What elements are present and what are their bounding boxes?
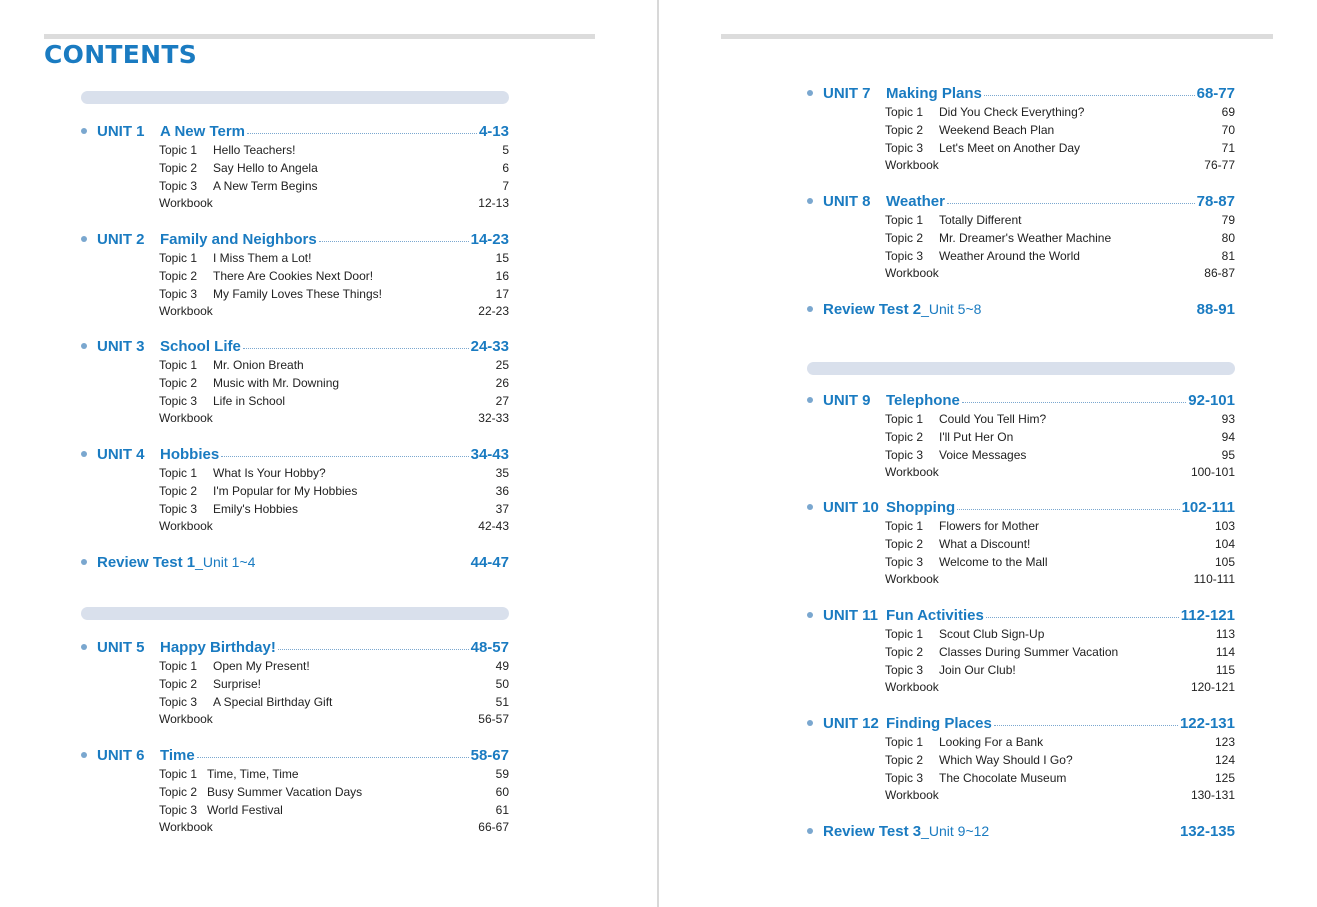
topic-page: 120-121 bbox=[1190, 680, 1235, 695]
bullet-icon bbox=[807, 828, 813, 834]
topic-label: Topic 3 bbox=[159, 178, 198, 193]
topic-page: 81 bbox=[1221, 248, 1235, 263]
review-units: _Unit 1~4 bbox=[195, 553, 256, 570]
topic-page: 6 bbox=[502, 160, 509, 175]
topic-page: 22-23 bbox=[478, 304, 509, 319]
dot-leader bbox=[986, 617, 1179, 618]
unit-page-range: 78-87 bbox=[1196, 192, 1235, 210]
topic-title: Let's Meet on Another Day bbox=[939, 140, 1081, 155]
topic-label: Workbook bbox=[159, 196, 213, 211]
topic-entry[interactable] bbox=[885, 446, 1235, 464]
review-title bbox=[97, 554, 255, 571]
topic-entry[interactable] bbox=[885, 156, 1235, 174]
bullet-icon bbox=[807, 90, 813, 96]
topic-label: Topic 3 bbox=[159, 501, 198, 516]
topic-page: 35 bbox=[495, 466, 509, 480]
topic-title: My Family Loves These Things! bbox=[213, 286, 382, 301]
topic-label: Topic 2 bbox=[885, 122, 924, 137]
topic-title: Mr. Dreamer's Weather Machine bbox=[939, 230, 1112, 245]
topic-label: Topic 2 bbox=[159, 784, 198, 799]
unit-heading[interactable] bbox=[97, 229, 509, 249]
dot-leader bbox=[962, 402, 1186, 403]
bullet-icon bbox=[807, 198, 813, 204]
topic-title: I'm Popular for My Hobbies bbox=[213, 483, 358, 498]
topic-page: 115 bbox=[1215, 662, 1235, 677]
topic-label: Workbook bbox=[885, 680, 939, 695]
review-page-range: 44-47 bbox=[470, 553, 509, 571]
topic-entry[interactable] bbox=[885, 517, 1235, 535]
topic-page: 114 bbox=[1215, 644, 1235, 659]
topic-entry[interactable] bbox=[159, 356, 509, 374]
topic-label: Topic 1 bbox=[159, 251, 198, 265]
topic-label: Topic 2 bbox=[159, 160, 198, 175]
dot-leader bbox=[957, 509, 1179, 510]
topic-label: Topic 2 bbox=[159, 268, 198, 283]
unit-number: UNIT 4 bbox=[97, 445, 145, 463]
topic-label: Workbook bbox=[885, 266, 939, 281]
unit-entry[interactable] bbox=[807, 713, 1235, 733]
topic-entry[interactable] bbox=[159, 285, 509, 303]
topic-entry[interactable] bbox=[159, 801, 509, 819]
topic-entry[interactable] bbox=[885, 733, 1235, 751]
bullet-icon bbox=[807, 504, 813, 510]
topic-page: 26 bbox=[495, 375, 509, 390]
topic-entry[interactable] bbox=[159, 194, 509, 212]
unit-number: UNIT 12 bbox=[823, 714, 879, 732]
topic-entry[interactable] bbox=[159, 302, 509, 320]
topic-label: Topic 2 bbox=[159, 375, 198, 390]
topic-label: Topic 3 bbox=[885, 140, 924, 155]
unit-title: School Life bbox=[160, 337, 241, 355]
topic-label: Topic 1 bbox=[885, 105, 924, 119]
topic-title: I Miss Them a Lot! bbox=[213, 251, 312, 265]
topic-title: Weekend Beach Plan bbox=[939, 122, 1055, 137]
topic-entry[interactable] bbox=[159, 482, 509, 500]
topic-title: Voice Messages bbox=[939, 447, 1027, 462]
topic-page: 70 bbox=[1221, 122, 1235, 137]
topic-label: Topic 2 bbox=[159, 483, 198, 498]
unit-page-range: 34-43 bbox=[470, 445, 509, 463]
topic-page: 60 bbox=[495, 784, 509, 799]
topic-entry[interactable] bbox=[159, 177, 509, 195]
unit-heading[interactable] bbox=[97, 745, 509, 765]
topic-title: Say Hello to Angela bbox=[213, 160, 318, 175]
dot-leader bbox=[984, 95, 1195, 96]
topic-page: 5 bbox=[502, 143, 509, 157]
topic-page: 124 bbox=[1214, 752, 1235, 767]
topic-entry[interactable] bbox=[159, 267, 509, 285]
topic-entry[interactable] bbox=[885, 535, 1235, 553]
topic-page: 76-77 bbox=[1204, 158, 1235, 173]
dot-leader bbox=[278, 649, 469, 650]
topic-page: 93 bbox=[1221, 412, 1235, 426]
topic-entry[interactable] bbox=[159, 693, 509, 711]
topic-entry[interactable] bbox=[885, 553, 1235, 571]
topic-label: Topic 3 bbox=[159, 802, 198, 817]
topic-title: Which Way Should I Go? bbox=[939, 752, 1073, 767]
unit-number: UNIT 11 bbox=[823, 606, 879, 624]
review-page-range: 88-91 bbox=[1196, 300, 1235, 318]
unit-page-range: 58-67 bbox=[470, 746, 509, 764]
topic-page: 69 bbox=[1221, 105, 1235, 119]
topic-label: Topic 3 bbox=[885, 447, 924, 462]
topic-page: 125 bbox=[1214, 770, 1235, 785]
topic-title: Hello Teachers! bbox=[213, 143, 296, 157]
unit-entry[interactable] bbox=[81, 121, 509, 141]
topic-label: Topic 1 bbox=[159, 358, 198, 372]
topic-page: 103 bbox=[1214, 519, 1235, 533]
topic-page: 36 bbox=[495, 483, 509, 498]
topic-label: Topic 2 bbox=[885, 752, 924, 767]
unit-number: UNIT 10 bbox=[823, 498, 879, 516]
topic-title: There Are Cookies Next Door! bbox=[213, 268, 374, 283]
topic-page: 17 bbox=[495, 286, 509, 301]
topic-label: Workbook bbox=[885, 572, 939, 587]
topic-entry[interactable] bbox=[159, 249, 509, 267]
topic-page: 7 bbox=[502, 178, 509, 193]
unit-title: Finding Places bbox=[886, 714, 992, 732]
topic-label: Workbook bbox=[159, 820, 213, 835]
topic-title: Busy Summer Vacation Days bbox=[207, 784, 363, 799]
topic-title: Music with Mr. Downing bbox=[213, 375, 340, 390]
unit-title: Making Plans bbox=[886, 84, 982, 102]
topic-label: Topic 2 bbox=[885, 644, 924, 659]
review-heading[interactable] bbox=[97, 552, 509, 572]
section-header-bar bbox=[81, 91, 509, 104]
topic-page: 104 bbox=[1214, 536, 1235, 551]
page-gutter-divider bbox=[657, 0, 659, 907]
topic-label: Topic 1 bbox=[885, 213, 924, 227]
topic-title: What Is Your Hobby? bbox=[213, 466, 326, 480]
topic-page: 123 bbox=[1214, 735, 1235, 749]
topic-label: Topic 2 bbox=[885, 536, 924, 551]
topic-title: Time, Time, Time bbox=[207, 767, 299, 781]
topic-page: 80 bbox=[1221, 230, 1235, 245]
unit-heading[interactable] bbox=[97, 637, 509, 657]
topic-label: Topic 3 bbox=[885, 248, 924, 263]
topic-page: 25 bbox=[495, 358, 509, 372]
bullet-icon bbox=[81, 236, 87, 242]
unit-title: Shopping bbox=[886, 498, 956, 516]
topic-label: Topic 3 bbox=[885, 770, 924, 785]
bullet-icon bbox=[81, 644, 87, 650]
unit-page-range: 102-111 bbox=[1181, 498, 1235, 516]
unit-number: UNIT 9 bbox=[823, 391, 871, 409]
topic-label: Topic 1 bbox=[159, 767, 198, 781]
topic-entry[interactable] bbox=[159, 374, 509, 392]
topic-title: Could You Tell Him? bbox=[939, 412, 1047, 426]
topic-label: Topic 3 bbox=[885, 662, 924, 677]
topic-page: 37 bbox=[495, 501, 509, 516]
topic-page: 86-87 bbox=[1204, 266, 1235, 281]
topic-entry[interactable] bbox=[885, 786, 1235, 804]
topic-page: 94 bbox=[1221, 429, 1235, 444]
topic-title: Surprise! bbox=[213, 676, 262, 691]
topic-entry[interactable] bbox=[885, 643, 1235, 661]
review-page-range: 132-135 bbox=[1179, 822, 1235, 840]
review-label: Review Test 1 bbox=[97, 553, 196, 571]
dot-leader bbox=[197, 757, 469, 758]
unit-entry[interactable] bbox=[81, 745, 509, 765]
unit-page-range: 14-23 bbox=[470, 230, 509, 248]
topic-entry[interactable] bbox=[159, 783, 509, 801]
topic-entry[interactable] bbox=[159, 392, 509, 410]
unit-number: UNIT 2 bbox=[97, 230, 145, 248]
topic-label: Workbook bbox=[159, 304, 213, 319]
topic-entry[interactable] bbox=[885, 661, 1235, 679]
topic-page: 105 bbox=[1214, 554, 1235, 569]
unit-page-range: 4-13 bbox=[478, 122, 509, 140]
unit-entry[interactable] bbox=[81, 444, 509, 464]
review-heading[interactable] bbox=[823, 299, 1235, 319]
topic-title: Weather Around the World bbox=[939, 248, 1080, 263]
topic-title: Welcome to the Mall bbox=[939, 554, 1048, 569]
dot-leader bbox=[319, 241, 469, 242]
section-header-bar bbox=[807, 362, 1235, 375]
unit-number: UNIT 7 bbox=[823, 84, 871, 102]
dot-leader bbox=[947, 203, 1195, 204]
topic-entry[interactable] bbox=[885, 463, 1235, 481]
topic-page: 66-67 bbox=[478, 820, 509, 835]
topic-label: Topic 1 bbox=[159, 143, 198, 157]
topic-entry[interactable] bbox=[885, 103, 1235, 121]
left-page-top-rule bbox=[44, 34, 595, 39]
unit-number: UNIT 3 bbox=[97, 337, 145, 355]
unit-page-range: 24-33 bbox=[470, 337, 509, 355]
topic-entry[interactable] bbox=[159, 818, 509, 836]
topic-page: 49 bbox=[495, 659, 509, 673]
topic-entry[interactable] bbox=[159, 657, 509, 675]
unit-title: A New Term bbox=[160, 122, 246, 140]
topic-title: I'll Put Her On bbox=[939, 429, 1014, 444]
bullet-icon bbox=[81, 343, 87, 349]
topic-title: World Festival bbox=[207, 802, 283, 817]
topic-page: 110-111 bbox=[1193, 572, 1235, 587]
topic-label: Topic 2 bbox=[885, 230, 924, 245]
topic-entry[interactable] bbox=[885, 211, 1235, 229]
topic-title: Did You Check Everything? bbox=[939, 105, 1085, 119]
topic-entry[interactable] bbox=[885, 247, 1235, 265]
right-page-top-rule bbox=[721, 34, 1273, 39]
topic-title: Classes During Summer Vacation bbox=[939, 644, 1119, 659]
topic-title: Flowers for Mother bbox=[939, 519, 1040, 533]
bullet-icon bbox=[807, 397, 813, 403]
topic-label: Topic 3 bbox=[159, 694, 198, 709]
unit-heading[interactable] bbox=[823, 713, 1235, 733]
topic-entry[interactable] bbox=[885, 410, 1235, 428]
topic-label: Workbook bbox=[885, 158, 939, 173]
topic-page: 42-43 bbox=[478, 519, 509, 534]
unit-entry[interactable] bbox=[807, 497, 1235, 517]
topic-entry[interactable] bbox=[885, 678, 1235, 696]
review-title bbox=[823, 823, 989, 840]
topic-page: 100-101 bbox=[1190, 465, 1235, 480]
unit-heading[interactable] bbox=[97, 444, 509, 464]
unit-page-range: 122-131 bbox=[1179, 714, 1235, 732]
topic-page: 12-13 bbox=[478, 196, 509, 211]
topic-label: Workbook bbox=[159, 712, 213, 727]
topic-page: 79 bbox=[1221, 213, 1235, 227]
unit-number: UNIT 8 bbox=[823, 192, 871, 210]
unit-heading[interactable] bbox=[823, 83, 1235, 103]
topic-label: Topic 1 bbox=[885, 735, 924, 749]
topic-label: Topic 2 bbox=[885, 429, 924, 444]
bullet-icon bbox=[81, 451, 87, 457]
unit-title: Fun Activities bbox=[886, 606, 984, 624]
topic-label: Workbook bbox=[885, 465, 939, 480]
topic-title: What a Discount! bbox=[939, 536, 1031, 551]
unit-title: Telephone bbox=[886, 391, 960, 409]
topic-page: 51 bbox=[495, 694, 509, 709]
topic-title: Looking For a Bank bbox=[939, 735, 1044, 749]
topic-page: 27 bbox=[495, 393, 509, 408]
review-test-entry[interactable] bbox=[807, 299, 1235, 319]
topic-entry[interactable] bbox=[159, 159, 509, 177]
topic-title: A Special Birthday Gift bbox=[213, 694, 333, 709]
topic-entry[interactable] bbox=[885, 625, 1235, 643]
unit-entry[interactable] bbox=[807, 605, 1235, 625]
topic-page: 113 bbox=[1215, 627, 1235, 641]
unit-heading[interactable] bbox=[823, 390, 1235, 410]
unit-heading[interactable] bbox=[823, 605, 1235, 625]
topic-entry[interactable] bbox=[885, 121, 1235, 139]
unit-page-range: 48-57 bbox=[470, 638, 509, 656]
topic-page: 59 bbox=[495, 767, 509, 781]
dot-leader bbox=[221, 456, 468, 457]
topic-page: 61 bbox=[495, 802, 509, 817]
unit-title: Weather bbox=[886, 192, 945, 210]
topic-page: 32-33 bbox=[478, 411, 509, 426]
topic-entry[interactable] bbox=[159, 517, 509, 535]
section-header-bar bbox=[81, 607, 509, 620]
unit-entry[interactable] bbox=[81, 229, 509, 249]
topic-label: Topic 1 bbox=[885, 627, 924, 641]
topic-title: Mr. Onion Breath bbox=[213, 358, 304, 372]
unit-heading[interactable] bbox=[823, 497, 1235, 517]
bullet-icon bbox=[81, 128, 87, 134]
unit-heading[interactable] bbox=[97, 336, 509, 356]
unit-title: Family and Neighbors bbox=[160, 230, 317, 248]
review-test-entry[interactable] bbox=[81, 552, 509, 572]
bullet-icon bbox=[81, 559, 87, 565]
review-test-entry[interactable] bbox=[807, 821, 1235, 841]
topic-entry[interactable] bbox=[159, 710, 509, 728]
bullet-icon bbox=[807, 612, 813, 618]
topic-title: The Chocolate Museum bbox=[939, 770, 1067, 785]
review-label: Review Test 2 bbox=[823, 300, 922, 318]
topic-entry[interactable] bbox=[159, 675, 509, 693]
topic-entry[interactable] bbox=[885, 428, 1235, 446]
topic-label: Topic 2 bbox=[159, 676, 198, 691]
review-units: _Unit 5~8 bbox=[921, 300, 982, 317]
topic-page: 50 bbox=[495, 676, 509, 691]
topic-label: Workbook bbox=[159, 519, 213, 534]
topic-label: Workbook bbox=[159, 411, 213, 426]
topic-page: 15 bbox=[495, 251, 509, 265]
review-title bbox=[823, 301, 981, 318]
topic-label: Topic 1 bbox=[159, 659, 198, 673]
unit-number: UNIT 6 bbox=[97, 746, 145, 764]
unit-page-range: 68-77 bbox=[1196, 84, 1235, 102]
unit-number: UNIT 1 bbox=[97, 122, 145, 140]
review-units: _Unit 9~12 bbox=[921, 822, 990, 839]
topic-entry[interactable] bbox=[885, 769, 1235, 787]
unit-title: Hobbies bbox=[160, 445, 220, 463]
dot-leader bbox=[247, 133, 477, 134]
topic-title: Scout Club Sign-Up bbox=[939, 627, 1045, 641]
topic-page: 56-57 bbox=[478, 712, 509, 727]
unit-entry[interactable] bbox=[807, 390, 1235, 410]
unit-entry[interactable] bbox=[807, 83, 1235, 103]
topic-entry[interactable] bbox=[885, 229, 1235, 247]
unit-page-range: 112-121 bbox=[1180, 606, 1235, 624]
topic-entry[interactable] bbox=[885, 264, 1235, 282]
bullet-icon bbox=[807, 720, 813, 726]
dot-leader bbox=[243, 348, 469, 349]
page-title: CONTENTS bbox=[44, 40, 198, 69]
unit-number: UNIT 5 bbox=[97, 638, 145, 656]
topic-entry[interactable] bbox=[159, 141, 509, 159]
topic-title: Totally Different bbox=[939, 213, 1022, 227]
topic-entry[interactable] bbox=[885, 139, 1235, 157]
topic-title: A New Term Begins bbox=[213, 178, 318, 193]
topic-label: Topic 1 bbox=[885, 519, 924, 533]
review-label: Review Test 3 bbox=[823, 822, 922, 840]
topic-entry[interactable] bbox=[159, 765, 509, 783]
topic-label: Workbook bbox=[885, 788, 939, 803]
topic-label: Topic 3 bbox=[885, 554, 924, 569]
topic-page: 71 bbox=[1221, 140, 1235, 155]
unit-entry[interactable] bbox=[81, 637, 509, 657]
topic-entry[interactable] bbox=[885, 570, 1235, 588]
unit-entry[interactable] bbox=[81, 336, 509, 356]
topic-page: 130-131 bbox=[1190, 788, 1235, 803]
topic-title: Open My Present! bbox=[213, 659, 310, 673]
review-heading[interactable] bbox=[823, 821, 1235, 841]
unit-entry[interactable] bbox=[807, 191, 1235, 211]
unit-title: Happy Birthday! bbox=[160, 638, 276, 656]
topic-title: Life in School bbox=[213, 393, 286, 408]
topic-label: Topic 3 bbox=[159, 286, 198, 301]
topic-title: Emily's Hobbies bbox=[213, 501, 298, 516]
topic-entry[interactable] bbox=[159, 409, 509, 427]
topic-page: 95 bbox=[1221, 447, 1235, 462]
topic-label: Topic 3 bbox=[159, 393, 198, 408]
bullet-icon bbox=[807, 306, 813, 312]
topic-title: Join Our Club! bbox=[939, 662, 1016, 677]
bullet-icon bbox=[81, 752, 87, 758]
unit-page-range: 92-101 bbox=[1188, 391, 1235, 409]
unit-heading[interactable] bbox=[97, 121, 509, 141]
topic-page: 16 bbox=[495, 268, 509, 283]
unit-title: Time bbox=[160, 746, 195, 764]
unit-heading[interactable] bbox=[823, 191, 1235, 211]
topic-label: Topic 1 bbox=[885, 412, 924, 426]
topic-label: Topic 1 bbox=[159, 466, 198, 480]
dot-leader bbox=[994, 725, 1178, 726]
topic-entry[interactable] bbox=[159, 500, 509, 518]
topic-entry[interactable] bbox=[885, 751, 1235, 769]
topic-entry[interactable] bbox=[159, 464, 509, 482]
